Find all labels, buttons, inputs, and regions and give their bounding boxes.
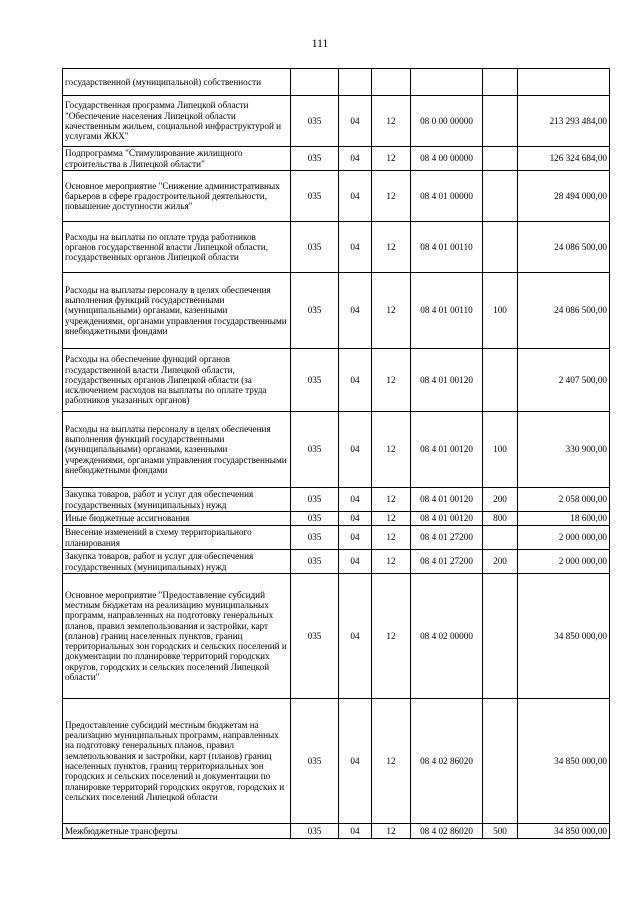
cell-amount: 2 000 000,00 — [518, 550, 610, 574]
cell-amount: 34 850 000,00 — [518, 824, 610, 839]
cell-amount: 2 000 000,00 — [518, 526, 610, 550]
cell-subsection: 12 — [372, 550, 411, 574]
cell-section: 04 — [339, 222, 372, 273]
cell-section: 04 — [339, 412, 372, 488]
cell-section: 04 — [339, 699, 372, 824]
cell-amount: 24 086 500,00 — [518, 273, 610, 349]
cell-name: Закупка товаров, работ и услуг для обеспечения государственных (муниципальных) нужд — [63, 488, 291, 512]
table-row — [63, 824, 610, 839]
cell-name: Внесение изменений в схему территориального планирования — [63, 526, 291, 550]
cell-target-article: 08 4 01 00110 — [411, 222, 483, 273]
cell-target-article: 08 4 01 00120 — [411, 512, 483, 526]
cell-amount: 126 324 684,00 — [518, 147, 610, 171]
cell-expense-type — [483, 171, 518, 222]
cell-subsection: 12 — [372, 222, 411, 273]
cell-subsection: 12 — [372, 96, 411, 147]
cell-section: 04 — [339, 349, 372, 412]
cell-expense-type: 100 — [483, 412, 518, 488]
cell-gr-code: 035 — [291, 171, 339, 222]
cell-target-article: 08 4 01 00120 — [411, 412, 483, 488]
cell-target-article: 08 4 02 00000 — [411, 574, 483, 699]
cell-target-article: 08 4 00 00000 — [411, 147, 483, 171]
cell-gr-code: 035 — [291, 574, 339, 699]
cell-section: 04 — [339, 171, 372, 222]
cell-target-article: 08 4 01 00000 — [411, 171, 483, 222]
cell-subsection: 12 — [372, 574, 411, 699]
cell-gr-code: 035 — [291, 96, 339, 147]
cell-target-article: 08 4 01 00120 — [411, 349, 483, 412]
cell-amount: 24 086 500,00 — [518, 222, 610, 273]
cell-section: 04 — [339, 824, 372, 839]
table-row — [63, 512, 610, 526]
table-row — [63, 96, 610, 147]
cell-expense-type — [483, 699, 518, 824]
cell-amount — [518, 69, 610, 96]
cell-gr-code: 035 — [291, 412, 339, 488]
cell-target-article: 08 0 00 00000 — [411, 96, 483, 147]
cell-target-article: 08 4 02 86020 — [411, 699, 483, 824]
cell-subsection: 12 — [372, 171, 411, 222]
cell-subsection: 12 — [372, 349, 411, 412]
cell-target-article: 08 4 02 86020 — [411, 824, 483, 839]
cell-name: Основное мероприятие "Снижение административных барьеров в сфере градостроительной деятельности, повышение доступности жилья" — [63, 171, 291, 222]
cell-target-article — [411, 69, 483, 96]
table-row — [63, 147, 610, 171]
cell-gr-code — [291, 69, 339, 96]
cell-expense-type: 100 — [483, 273, 518, 349]
cell-amount: 2 407 500,00 — [518, 349, 610, 412]
cell-subsection: 12 — [372, 147, 411, 171]
cell-name: Расходы на обеспечение функций органов государственной власти Липецкой области, государственных органов Липецкой области (за исключением расходов на выплаты по оплате труда работников указанных органов) — [63, 349, 291, 412]
cell-amount: 2 058 000,00 — [518, 488, 610, 512]
cell-gr-code: 035 — [291, 273, 339, 349]
table-row — [63, 349, 610, 412]
cell-amount: 18 600,00 — [518, 512, 610, 526]
table-row — [63, 171, 610, 222]
cell-expense-type — [483, 526, 518, 550]
cell-name: Подпрограмма "Стимулирование жилищного строительства в Липецкой области" — [63, 147, 291, 171]
cell-gr-code: 035 — [291, 526, 339, 550]
cell-section: 04 — [339, 96, 372, 147]
cell-name: Государственная программа Липецкой области "Обеспечение населения Липецкой области качественным жильем, социальной инфраструктурой и услугами ЖКХ" — [63, 96, 291, 147]
cell-gr-code: 035 — [291, 147, 339, 171]
cell-subsection — [372, 69, 411, 96]
cell-name: Межбюджетные трансферты — [63, 824, 291, 839]
cell-subsection: 12 — [372, 488, 411, 512]
cell-expense-type — [483, 147, 518, 171]
cell-expense-type — [483, 96, 518, 147]
budget-table — [62, 68, 610, 839]
cell-subsection: 12 — [372, 699, 411, 824]
cell-section: 04 — [339, 488, 372, 512]
page-number: 111 — [311, 38, 329, 50]
cell-section: 04 — [339, 574, 372, 699]
cell-name: Основное мероприятие "Предоставление субсидий местным бюджетам на реализацию муниципальных программ, направленных на подготовку генеральных планов, правил землепользования и застройки, карт (планов) границ населенных пунктов, границ территориальных зон городских и сельских поселений и документации по планировке территорий городских округов, городских и сельских поселений Липецкой области" — [63, 574, 291, 699]
cell-name: Закупка товаров, работ и услуг для обеспечения государственных (муниципальных) нужд — [63, 550, 291, 574]
cell-subsection: 12 — [372, 824, 411, 839]
cell-expense-type — [483, 574, 518, 699]
table-row — [63, 699, 610, 824]
table-row — [63, 574, 610, 699]
cell-name: государственной (муниципальной) собственности — [63, 69, 291, 96]
cell-expense-type — [483, 349, 518, 412]
cell-gr-code: 035 — [291, 824, 339, 839]
cell-subsection: 12 — [372, 526, 411, 550]
cell-expense-type: 800 — [483, 512, 518, 526]
cell-section: 04 — [339, 526, 372, 550]
table-row — [63, 69, 610, 96]
cell-amount: 34 850 000,00 — [518, 699, 610, 824]
cell-section: 04 — [339, 512, 372, 526]
cell-subsection: 12 — [372, 412, 411, 488]
cell-gr-code: 035 — [291, 699, 339, 824]
table-row — [63, 273, 610, 349]
cell-section: 04 — [339, 147, 372, 171]
cell-amount: 330 900,00 — [518, 412, 610, 488]
cell-target-article: 08 4 01 27200 — [411, 550, 483, 574]
cell-gr-code: 035 — [291, 488, 339, 512]
cell-amount: 34 850 000,00 — [518, 574, 610, 699]
cell-gr-code: 035 — [291, 349, 339, 412]
cell-amount: 213 293 484,00 — [518, 96, 610, 147]
cell-expense-type — [483, 222, 518, 273]
table-row — [63, 526, 610, 550]
cell-subsection: 12 — [372, 273, 411, 349]
table-row — [63, 222, 610, 273]
cell-target-article: 08 4 01 00110 — [411, 273, 483, 349]
cell-name: Расходы на выплаты по оплате труда работников органов государственной власти Липецкой области, государственных органов Липецкой области — [63, 222, 291, 273]
cell-subsection: 12 — [372, 512, 411, 526]
cell-section: 04 — [339, 550, 372, 574]
cell-target-article: 08 4 01 00120 — [411, 488, 483, 512]
cell-section: 04 — [339, 273, 372, 349]
cell-target-article: 08 4 01 27200 — [411, 526, 483, 550]
cell-expense-type: 200 — [483, 550, 518, 574]
cell-expense-type: 200 — [483, 488, 518, 512]
cell-name: Иные бюджетные ассигнования — [63, 512, 291, 526]
cell-gr-code: 035 — [291, 550, 339, 574]
table-row — [63, 488, 610, 512]
cell-expense-type: 500 — [483, 824, 518, 839]
cell-amount: 28 494 000,00 — [518, 171, 610, 222]
cell-expense-type — [483, 69, 518, 96]
cell-gr-code: 035 — [291, 222, 339, 273]
table-row — [63, 412, 610, 488]
table-row — [63, 550, 610, 574]
cell-name: Расходы на выплаты персоналу в целях обеспечения выполнения функций государственными (муниципальными) органами, казенными учреждениями, органами управления государственными внебюджетными фондами — [63, 273, 291, 349]
cell-name: Предоставление субсидий местным бюджетам на реализацию муниципальных программ, направленных на подготовку генеральных планов, правил землепользования и застройки, карт (планов) границ населенных пунктов, границ территориальных зон городских и сельских поселений и документации по планировке территорий городских округов, городских и сельских поселений Липецкой области — [63, 699, 291, 824]
cell-name: Расходы на выплаты персоналу в целях обеспечения выполнения функций государственными (муниципальными) органами, казенными учреждениями, органами управления государственными внебюджетными фондами — [63, 412, 291, 488]
cell-section — [339, 69, 372, 96]
cell-gr-code: 035 — [291, 512, 339, 526]
